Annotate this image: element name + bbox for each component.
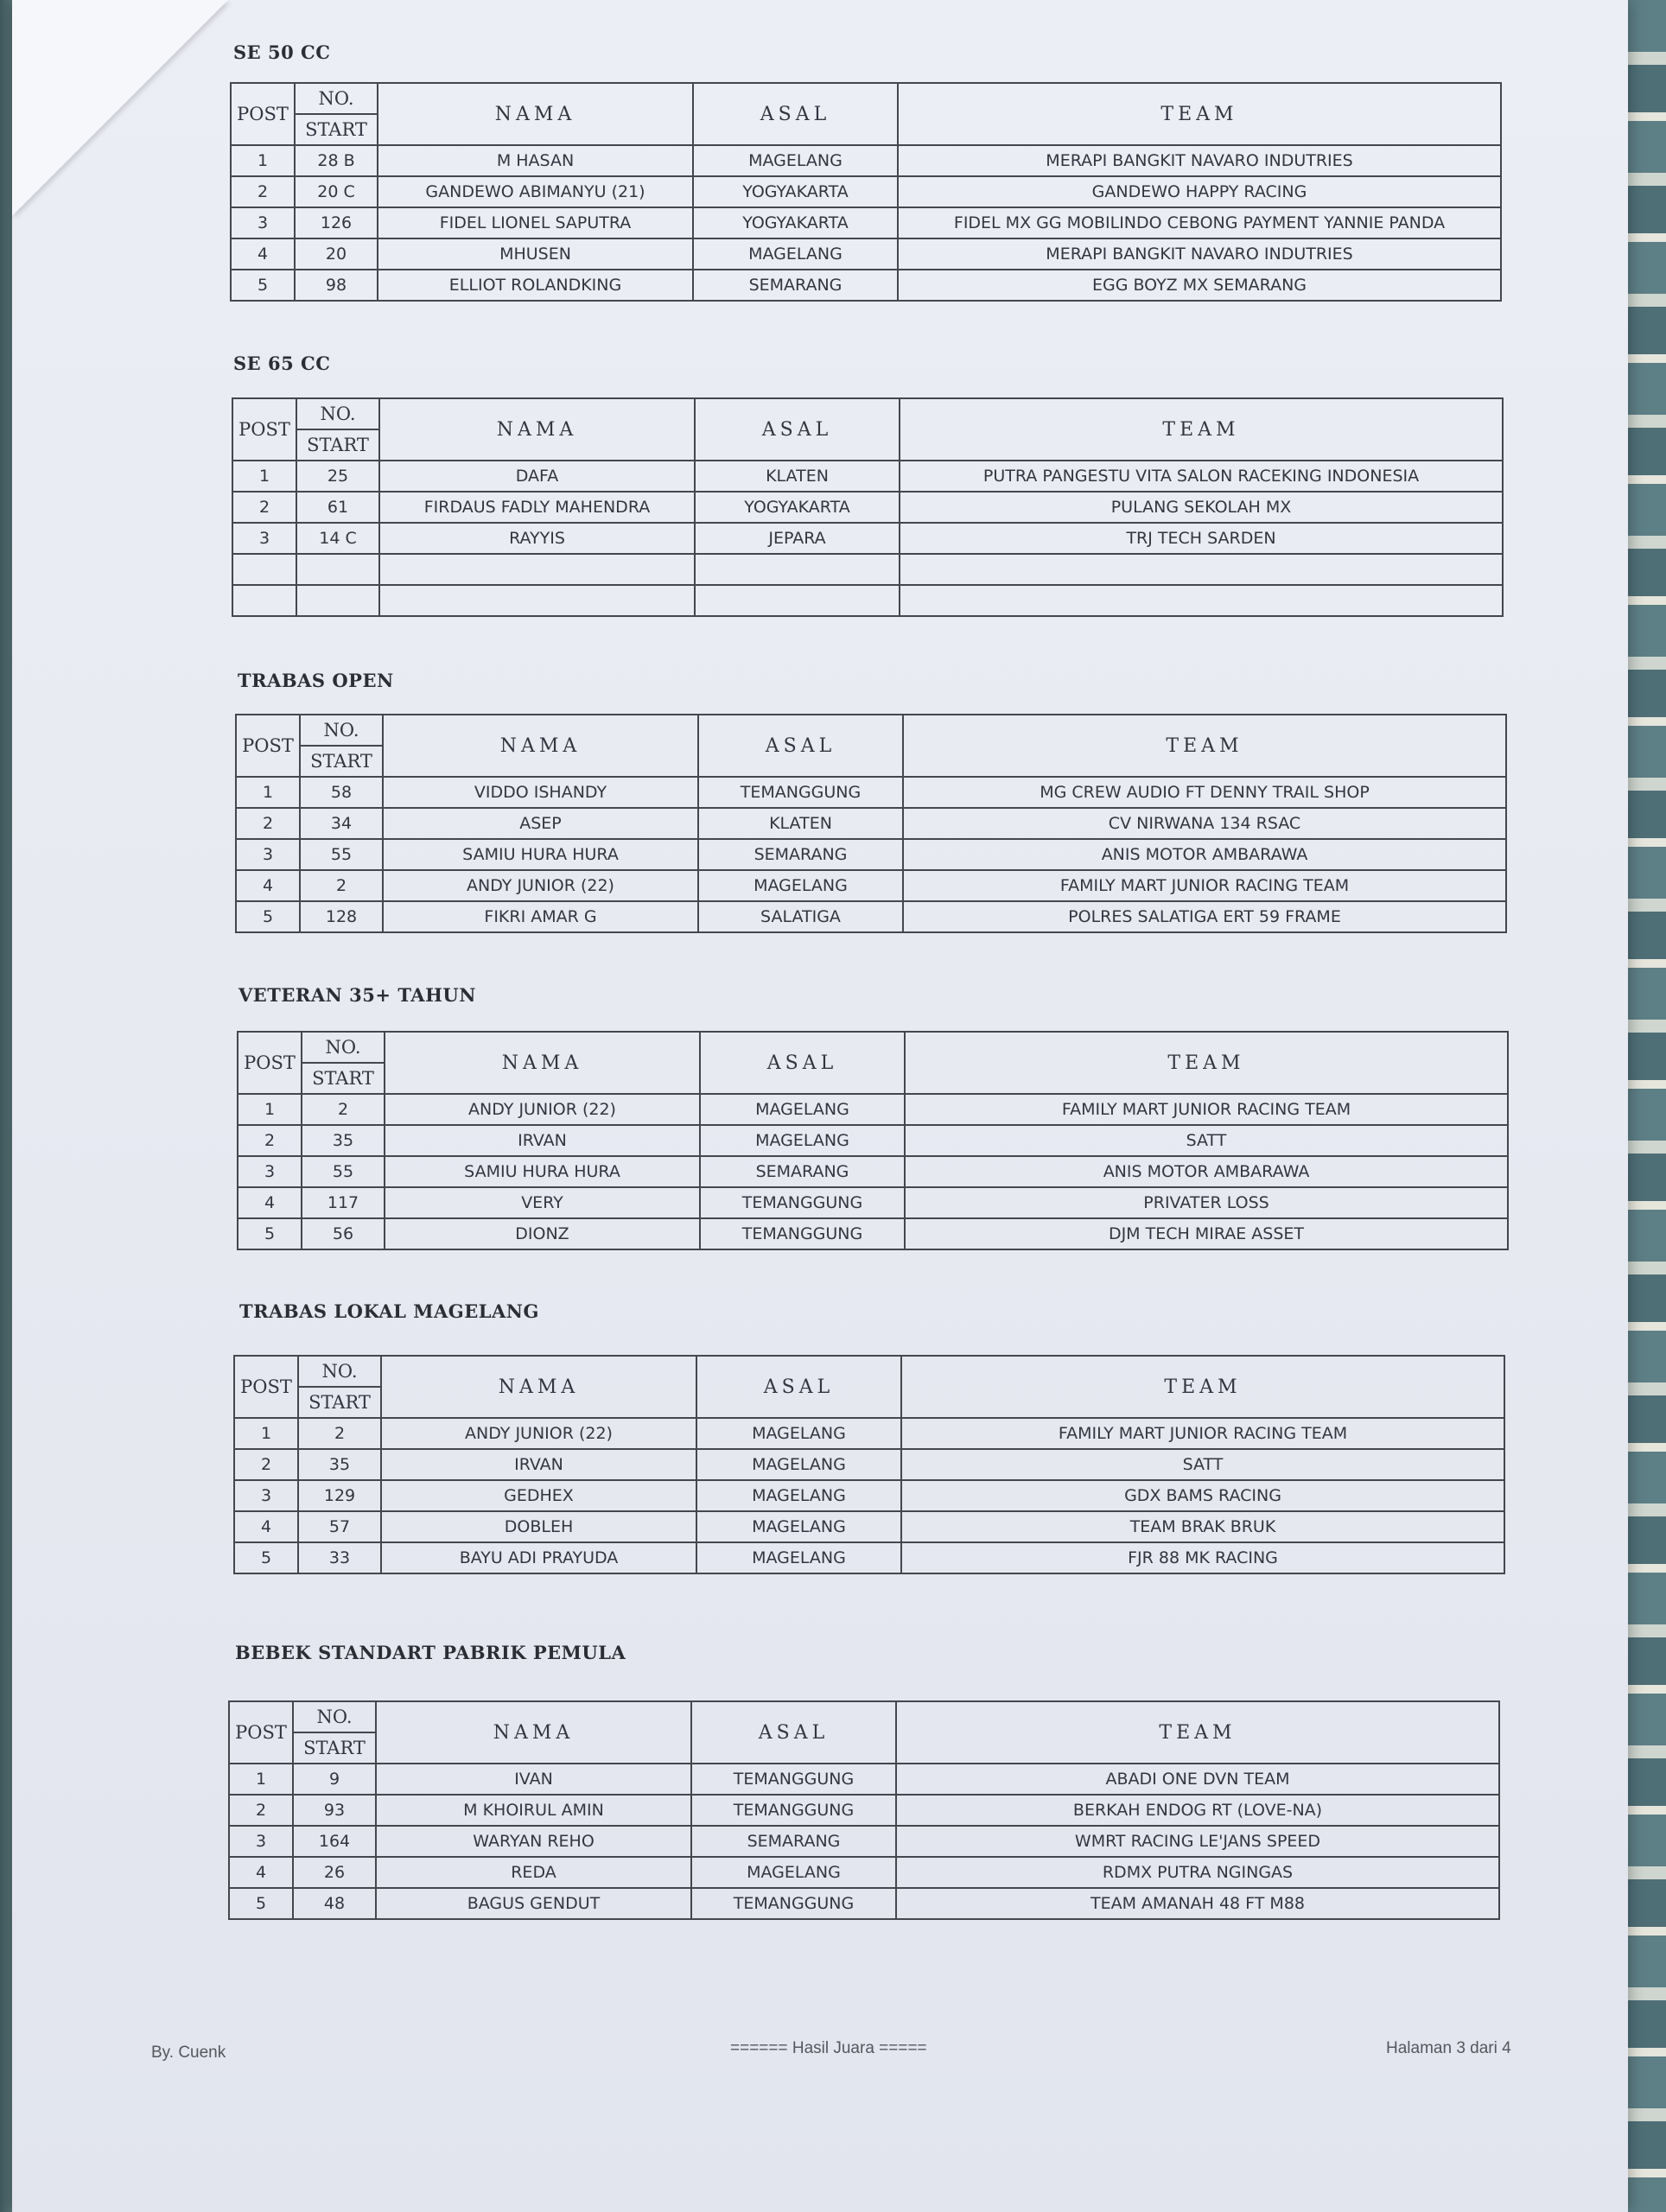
cell-nama: REDA (376, 1857, 691, 1888)
column-header-asal: ASAL (695, 398, 900, 461)
cell-nama: IRVAN (381, 1449, 696, 1480)
table-row (236, 870, 1506, 901)
cell-start: 34 (300, 808, 383, 839)
folded-paper-corner (12, 0, 228, 216)
cell-start: 129 (298, 1480, 381, 1511)
column-header-nama: NAMA (381, 1356, 696, 1418)
cell-team: EGG BOYZ MX SEMARANG (898, 270, 1501, 301)
cell-post: 2 (231, 176, 295, 207)
cell-start: 28 B (295, 145, 378, 176)
column-header-team: TEAM (896, 1701, 1499, 1764)
cell-asal: SEMARANG (700, 1156, 905, 1187)
section-title: SE 65 CC (233, 353, 331, 374)
cell-team: PRIVATER LOSS (905, 1187, 1508, 1218)
cell-post: 5 (238, 1218, 302, 1249)
table-row (238, 1125, 1508, 1156)
section-title: VETERAN 35+ TAHUN (238, 984, 476, 1006)
cell-post: 3 (232, 523, 296, 554)
cell-post: 4 (229, 1857, 293, 1888)
cell-asal: SEMARANG (691, 1826, 896, 1857)
cell-asal: MAGELANG (693, 238, 898, 270)
section-title: TRABAS LOKAL MAGELANG (239, 1300, 539, 1322)
column-header-asal: ASAL (696, 1356, 901, 1418)
cell-nama: BAYU ADI PRAYUDA (381, 1542, 696, 1573)
cell-start: 2 (298, 1418, 381, 1449)
cell-asal: TEMANGGUNG (698, 777, 903, 808)
cell-post: 5 (236, 901, 300, 932)
cell-post: 1 (229, 1764, 293, 1795)
cell-asal: TEMANGGUNG (700, 1187, 905, 1218)
cell-asal: MAGELANG (693, 145, 898, 176)
cell-asal: TEMANGGUNG (691, 1764, 896, 1795)
cell-asal: KLATEN (695, 461, 900, 492)
cell-post: 2 (234, 1449, 298, 1480)
cell-asal: JEPARA (695, 523, 900, 554)
results-table (233, 1355, 1505, 1574)
cell-post: 3 (229, 1826, 293, 1857)
results-table (237, 1031, 1509, 1250)
cell-start: 35 (302, 1125, 385, 1156)
cell-team (900, 554, 1503, 585)
footer-center-title: ====== Hasil Juara ===== (730, 2039, 927, 2057)
cell-team: TEAM AMANAH 48 FT M88 (896, 1888, 1499, 1919)
footer-author: By. Cuenk (151, 2044, 226, 2062)
cell-nama: ELLIOT ROLANDKING (378, 270, 693, 301)
table-row (231, 145, 1501, 176)
table-row (231, 207, 1501, 238)
column-header-team: TEAM (903, 715, 1506, 777)
cell-post: 4 (231, 238, 295, 270)
results-table (232, 397, 1504, 617)
column-header-start: START (293, 1732, 376, 1764)
cell-team: RDMX PUTRA NGINGAS (896, 1857, 1499, 1888)
cell-start: 35 (298, 1449, 381, 1480)
cell-asal: MAGELANG (696, 1511, 901, 1542)
cell-asal: MAGELANG (698, 870, 903, 901)
cell-post: 5 (234, 1542, 298, 1573)
cell-nama: ANDY JUNIOR (22) (385, 1094, 700, 1125)
cell-start: 56 (302, 1218, 385, 1249)
column-header-start: START (298, 1387, 381, 1418)
cell-team: FAMILY MART JUNIOR RACING TEAM (905, 1094, 1508, 1125)
cell-asal: YOGYAKARTA (695, 492, 900, 523)
table-row (232, 523, 1503, 554)
cell-nama: VERY (385, 1187, 700, 1218)
table-row (236, 808, 1506, 839)
cell-start: 48 (293, 1888, 376, 1919)
cell-team (900, 585, 1503, 616)
cell-post: 3 (238, 1156, 302, 1187)
column-header-post: POST (238, 1032, 302, 1094)
cell-start: 55 (300, 839, 383, 870)
cell-post: 1 (234, 1418, 298, 1449)
cell-post: 4 (238, 1187, 302, 1218)
cell-start: 164 (293, 1826, 376, 1857)
cell-nama: GANDEWO ABIMANYU (21) (378, 176, 693, 207)
cell-team: ANIS MOTOR AMBARAWA (905, 1156, 1508, 1187)
cell-start: 128 (300, 901, 383, 932)
cell-post: 2 (229, 1795, 293, 1826)
column-header-start: START (296, 429, 379, 461)
results-table (228, 1700, 1500, 1920)
cell-post: 1 (231, 145, 295, 176)
cell-team: SATT (905, 1125, 1508, 1156)
cell-team: FIDEL MX GG MOBILINDO CEBONG PAYMENT YANNIE PANDA (898, 207, 1501, 238)
cell-nama: RAYYIS (379, 523, 695, 554)
table-row (229, 1857, 1499, 1888)
column-header-nama: NAMA (376, 1701, 691, 1764)
cell-asal: MAGELANG (696, 1418, 901, 1449)
table-row (234, 1449, 1504, 1480)
column-header-start: START (300, 746, 383, 777)
cell-start: 117 (302, 1187, 385, 1218)
cell-nama: WARYAN REHO (376, 1826, 691, 1857)
cell-nama: DIONZ (385, 1218, 700, 1249)
cell-post: 2 (236, 808, 300, 839)
column-header-nama: NAMA (378, 83, 693, 145)
column-header-asal: ASAL (700, 1032, 905, 1094)
table-row (231, 176, 1501, 207)
section-title: SE 50 CC (233, 41, 331, 63)
cell-nama: FIDEL LIONEL SAPUTRA (378, 207, 693, 238)
column-header-asal: ASAL (693, 83, 898, 145)
cell-team: BERKAH ENDOG RT (LOVE-NA) (896, 1795, 1499, 1826)
cell-nama: SAMIU HURA HURA (385, 1156, 700, 1187)
cell-team: GDX BAMS RACING (901, 1480, 1504, 1511)
results-table (230, 82, 1502, 302)
cell-nama: FIKRI AMAR G (383, 901, 698, 932)
cell-team: MERAPI BANGKIT NAVARO INDUTRIES (898, 238, 1501, 270)
cell-asal: SEMARANG (693, 270, 898, 301)
cell-nama: ANDY JUNIOR (22) (383, 870, 698, 901)
column-header-asal: ASAL (691, 1701, 896, 1764)
cell-start: 55 (302, 1156, 385, 1187)
cell-nama: VIDDO ISHANDY (383, 777, 698, 808)
cell-team: GANDEWO HAPPY RACING (898, 176, 1501, 207)
cell-post: 2 (232, 492, 296, 523)
cell-post: 1 (232, 461, 296, 492)
cell-asal (695, 585, 900, 616)
cell-team: PULANG SEKOLAH MX (900, 492, 1503, 523)
table-row (229, 1888, 1499, 1919)
column-header-nama: NAMA (379, 398, 695, 461)
cell-team: FAMILY MART JUNIOR RACING TEAM (901, 1418, 1504, 1449)
cell-post: 3 (234, 1480, 298, 1511)
cell-nama: DAFA (379, 461, 695, 492)
column-header-nama: NAMA (383, 715, 698, 777)
cell-nama: ANDY JUNIOR (22) (381, 1418, 696, 1449)
cell-asal: YOGYAKARTA (693, 176, 898, 207)
cell-nama: ASEP (383, 808, 698, 839)
cell-start (296, 554, 379, 585)
table-row (229, 1795, 1499, 1826)
table-row (236, 901, 1506, 932)
column-header-no: NO. (302, 1032, 385, 1063)
column-header-post: POST (236, 715, 300, 777)
cell-start: 98 (295, 270, 378, 301)
cell-team: MG CREW AUDIO FT DENNY TRAIL SHOP (903, 777, 1506, 808)
cell-post: 1 (238, 1094, 302, 1125)
cell-start (296, 585, 379, 616)
table-row (229, 1764, 1499, 1795)
cell-team: TEAM BRAK BRUK (901, 1511, 1504, 1542)
cell-nama: M KHOIRUL AMIN (376, 1795, 691, 1826)
column-header-post: POST (229, 1701, 293, 1764)
column-header-team: TEAM (901, 1356, 1504, 1418)
table-row (238, 1218, 1508, 1249)
cell-team: SATT (901, 1449, 1504, 1480)
cell-start: 61 (296, 492, 379, 523)
cell-asal: MAGELANG (700, 1094, 905, 1125)
cell-post: 2 (238, 1125, 302, 1156)
cell-nama: IVAN (376, 1764, 691, 1795)
column-header-team: TEAM (900, 398, 1503, 461)
cell-nama (379, 585, 695, 616)
footer-page-number: Halaman 3 dari 4 (1386, 2039, 1511, 2057)
column-header-nama: NAMA (385, 1032, 700, 1094)
cell-post: 5 (231, 270, 295, 301)
cell-asal: MAGELANG (696, 1449, 901, 1480)
cell-asal: MAGELANG (696, 1480, 901, 1511)
table-row (229, 1826, 1499, 1857)
column-header-post: POST (231, 83, 295, 145)
cell-start: 20 (295, 238, 378, 270)
column-header-team: TEAM (898, 83, 1501, 145)
cell-team: WMRT RACING LE'JANS SPEED (896, 1826, 1499, 1857)
cell-team: POLRES SALATIGA ERT 59 FRAME (903, 901, 1506, 932)
table-row (234, 1511, 1504, 1542)
cell-team: CV NIRWANA 134 RSAC (903, 808, 1506, 839)
column-header-team: TEAM (905, 1032, 1508, 1094)
cell-team: MERAPI BANGKIT NAVARO INDUTRIES (898, 145, 1501, 176)
cell-nama: FIRDAUS FADLY MAHENDRA (379, 492, 695, 523)
table-row (234, 1480, 1504, 1511)
table-row (238, 1156, 1508, 1187)
column-header-no: NO. (300, 715, 383, 746)
cell-post (232, 585, 296, 616)
column-header-no: NO. (298, 1356, 381, 1387)
table-row (234, 1542, 1504, 1573)
cell-asal (695, 554, 900, 585)
cell-team: DJM TECH MIRAE ASSET (905, 1218, 1508, 1249)
table-row (236, 777, 1506, 808)
cell-nama: BAGUS GENDUT (376, 1888, 691, 1919)
cell-nama: IRVAN (385, 1125, 700, 1156)
cell-asal: MAGELANG (691, 1857, 896, 1888)
table-row (238, 1187, 1508, 1218)
cell-team: ABADI ONE DVN TEAM (896, 1764, 1499, 1795)
table-row (232, 554, 1503, 585)
table-row (232, 461, 1503, 492)
cell-start: 58 (300, 777, 383, 808)
cell-nama: MHUSEN (378, 238, 693, 270)
column-header-post: POST (234, 1356, 298, 1418)
table-row (236, 839, 1506, 870)
column-header-start: START (295, 114, 378, 145)
cell-team: ANIS MOTOR AMBARAWA (903, 839, 1506, 870)
cell-nama: GEDHEX (381, 1480, 696, 1511)
cell-post: 3 (231, 207, 295, 238)
table-row (232, 492, 1503, 523)
cell-asal: TEMANGGUNG (700, 1218, 905, 1249)
cell-nama: M HASAN (378, 145, 693, 176)
table-row (238, 1094, 1508, 1125)
cell-team: PUTRA PANGESTU VITA SALON RACEKING INDONESIA (900, 461, 1503, 492)
cell-start: 14 C (296, 523, 379, 554)
cell-nama: SAMIU HURA HURA (383, 839, 698, 870)
cell-asal: TEMANGGUNG (691, 1795, 896, 1826)
cell-start: 93 (293, 1795, 376, 1826)
cell-start: 2 (300, 870, 383, 901)
section-title: BEBEK STANDART PABRIK PEMULA (235, 1642, 626, 1663)
cell-asal: KLATEN (698, 808, 903, 839)
results-table (235, 714, 1507, 933)
cell-team: FJR 88 MK RACING (901, 1542, 1504, 1573)
table-row (231, 238, 1501, 270)
column-header-no: NO. (295, 83, 378, 114)
cell-start: 126 (295, 207, 378, 238)
cell-nama (379, 554, 695, 585)
background-right (1623, 0, 1666, 2212)
cell-nama: DOBLEH (381, 1511, 696, 1542)
cell-asal: SALATIGA (698, 901, 903, 932)
cell-post: 4 (236, 870, 300, 901)
cell-post (232, 554, 296, 585)
cell-start: 57 (298, 1511, 381, 1542)
cell-post: 3 (236, 839, 300, 870)
cell-asal: YOGYAKARTA (693, 207, 898, 238)
cell-team: FAMILY MART JUNIOR RACING TEAM (903, 870, 1506, 901)
cell-asal: MAGELANG (696, 1542, 901, 1573)
column-header-asal: ASAL (698, 715, 903, 777)
cell-start: 9 (293, 1764, 376, 1795)
cell-post: 4 (234, 1511, 298, 1542)
cell-start: 20 C (295, 176, 378, 207)
section-title: TRABAS OPEN (238, 670, 394, 691)
column-header-start: START (302, 1063, 385, 1094)
cell-start: 25 (296, 461, 379, 492)
column-header-post: POST (232, 398, 296, 461)
cell-post: 5 (229, 1888, 293, 1919)
cell-start: 2 (302, 1094, 385, 1125)
column-header-no: NO. (296, 398, 379, 429)
cell-post: 1 (236, 777, 300, 808)
cell-start: 26 (293, 1857, 376, 1888)
cell-asal: SEMARANG (698, 839, 903, 870)
table-row (231, 270, 1501, 301)
table-row (232, 585, 1503, 616)
cell-team: TRJ TECH SARDEN (900, 523, 1503, 554)
cell-start: 33 (298, 1542, 381, 1573)
table-row (234, 1418, 1504, 1449)
cell-asal: MAGELANG (700, 1125, 905, 1156)
column-header-no: NO. (293, 1701, 376, 1732)
cell-asal: TEMANGGUNG (691, 1888, 896, 1919)
